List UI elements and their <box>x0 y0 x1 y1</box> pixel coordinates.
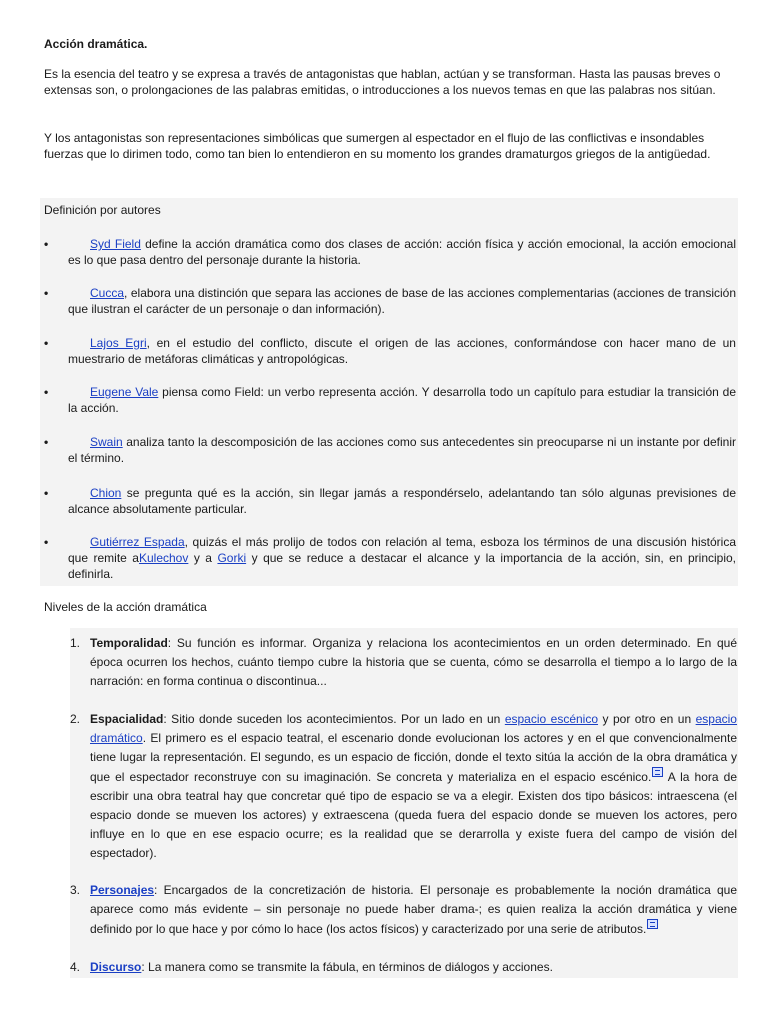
author-link-chion[interactable]: Chion <box>90 486 122 500</box>
numbered-item-text: Temporalidad: Su función es informar. Organiza y relaciona los acontecimientos en un orden determinado. En qué época ocurren los hechos, cuánto tiempo cubre la historia que se cuenta, cómo se desarrolla el tiempo a lo largo de la narración: en forma continua o discontinua... <box>90 636 737 688</box>
footnote-link-icon[interactable] <box>652 767 663 777</box>
list-item-text: Gutiérrez Espada, quizás el más prolijo de todos con relación al tema, esboza los términos de una discusión histórica que remite aKulechov y a Gorki y que se reduce a destacar el alcance y la importancia de la acción, sin, en principio, definirla. <box>68 535 737 581</box>
item-number: 1. <box>70 636 81 650</box>
item-number: 2. <box>70 712 81 726</box>
author-link-lajos-egri[interactable]: Lajos Egri <box>90 336 147 350</box>
item-number: 3. <box>70 883 81 897</box>
list-item-text: Syd Field define la acción dramática como dos clases de acción: acción física y acción emocional, la acción emocional es lo que pasa dentro del personaje durante la historia. <box>68 237 736 267</box>
document-title: Acción dramática. <box>44 37 148 51</box>
bullet-icon: • <box>44 336 49 350</box>
bullet-icon: • <box>44 535 49 549</box>
author-link-swain[interactable]: Swain <box>90 435 123 449</box>
term-link-discurso[interactable]: Discurso <box>90 960 142 974</box>
author-link-gorki[interactable]: Gorki <box>217 551 247 565</box>
term-link-personajes[interactable]: Personajes <box>90 883 155 897</box>
footnote-link-icon[interactable] <box>647 919 658 929</box>
list-item-text: Swain analiza tanto la descomposición de las acciones como sus antecedentes sin preocuparse ni un instante por definir el término. <box>68 435 736 465</box>
term-espacialidad: Espacialidad <box>90 712 164 726</box>
numbered-item-text: Espacialidad: Sitio donde suceden los acontecimientos. Por un lado en un espacio escénico y por otro en un espacio dramático. El primero es el espacio teatral, el escenario donde evolucionan los actores y en el que convencionalmente tiene lugar la representación. El segundo, es un espacio de ficción, donde el texto sitúa la acción de la obra dramática y que el espectador reconstruye con su imaginación. Se concreta y materializa en el espacio escénico. A la hora de escribir una obra teatral hay que concretar qué tipo de espacio se va a elegir. Existen dos tipo básicos: intraescena (el espacio donde se mueven los actores) y extraescena (queda fuera del espacio donde se mueven los actores, pero influye en lo que en ese espacio ocurre; es la realidad que se derarrolla y existe fuera del campo de visión del espectador). <box>90 712 737 860</box>
numbered-item-text: Personajes: Encargados de la concretización de historia. El personaje es probablemente la noción dramática que aparece como más evidente – sin personaje no puede haber drama-; es quien realiza la acción dramática y viene definido por lo que hace y por cómo lo hace (los actos físicos) y caracterizado por una serie de atributos. <box>90 883 737 936</box>
author-link-gutierrez-espada[interactable]: Gutiérrez Espada <box>90 535 185 549</box>
link-espacio-dramatico[interactable]: espacio dramático <box>90 712 737 745</box>
list-item-text: Eugene Vale piensa como Field: un verbo representa acción. Y desarrolla todo un capítulo para estudiar la transición de la acción. <box>68 385 737 415</box>
bullet-icon: • <box>44 385 49 399</box>
bullet-icon: • <box>44 237 49 251</box>
author-link-cucca[interactable]: Cucca <box>90 286 125 300</box>
author-link-syd-field[interactable]: Syd Field <box>90 237 141 251</box>
author-link-eugene-vale[interactable]: Eugene Vale <box>90 385 159 399</box>
list-item-text: Lajos Egri, en el estudio del conflicto, discute el origen de las acciones, conformándose con hacer mano de un muestrario de metáforas climáticas y antropológicas. <box>68 336 736 366</box>
numbered-item-text: Discurso: La manera como se transmite la fábula, en términos de diálogos y acciones. <box>90 960 553 974</box>
bullet-icon: • <box>44 286 49 300</box>
levels-heading: Niveles de la acción dramática <box>44 600 207 614</box>
list-item-text: Chion se pregunta qué es la acción, sin llegar jamás a respondérselo, adelantando tan sólo algunas previsiones de alcance absolutamente particular. <box>68 486 736 516</box>
author-link-kulechov[interactable]: Kulechov <box>138 551 189 565</box>
item-number: 4. <box>70 960 81 974</box>
link-espacio-escenico[interactable]: espacio escénico <box>504 712 599 726</box>
bullet-icon: • <box>44 435 49 449</box>
intro-paragraph: Es la esencia del teatro y se expresa a través de antagonistas que hablan, actúan y se transforman. Hasta las pausas breves o extensas son, o prolongaciones de las palabras emitidas, o introducciones a los nuevos temas en que las palabras nos sitúan. <box>44 67 721 97</box>
term-temporalidad: Temporalidad <box>90 636 168 650</box>
list-item-text: Cucca, elabora una distinción que separa las acciones de base de las acciones complementarias (acciones de transición que ilustran el carácter de un personaje o dan información). <box>68 286 736 316</box>
antagonists-paragraph: Y los antagonistas son representaciones simbólicas que sumergen al espectador en el flujo de las conflictivas e insondables fuerzas que lo dirimen todo, como tan bien lo entendieron en su momento los grandes dramaturgos griegos de la antigüedad. <box>44 131 711 161</box>
definitions-heading: Definición por autores <box>44 203 161 217</box>
bullet-icon: • <box>44 486 49 500</box>
